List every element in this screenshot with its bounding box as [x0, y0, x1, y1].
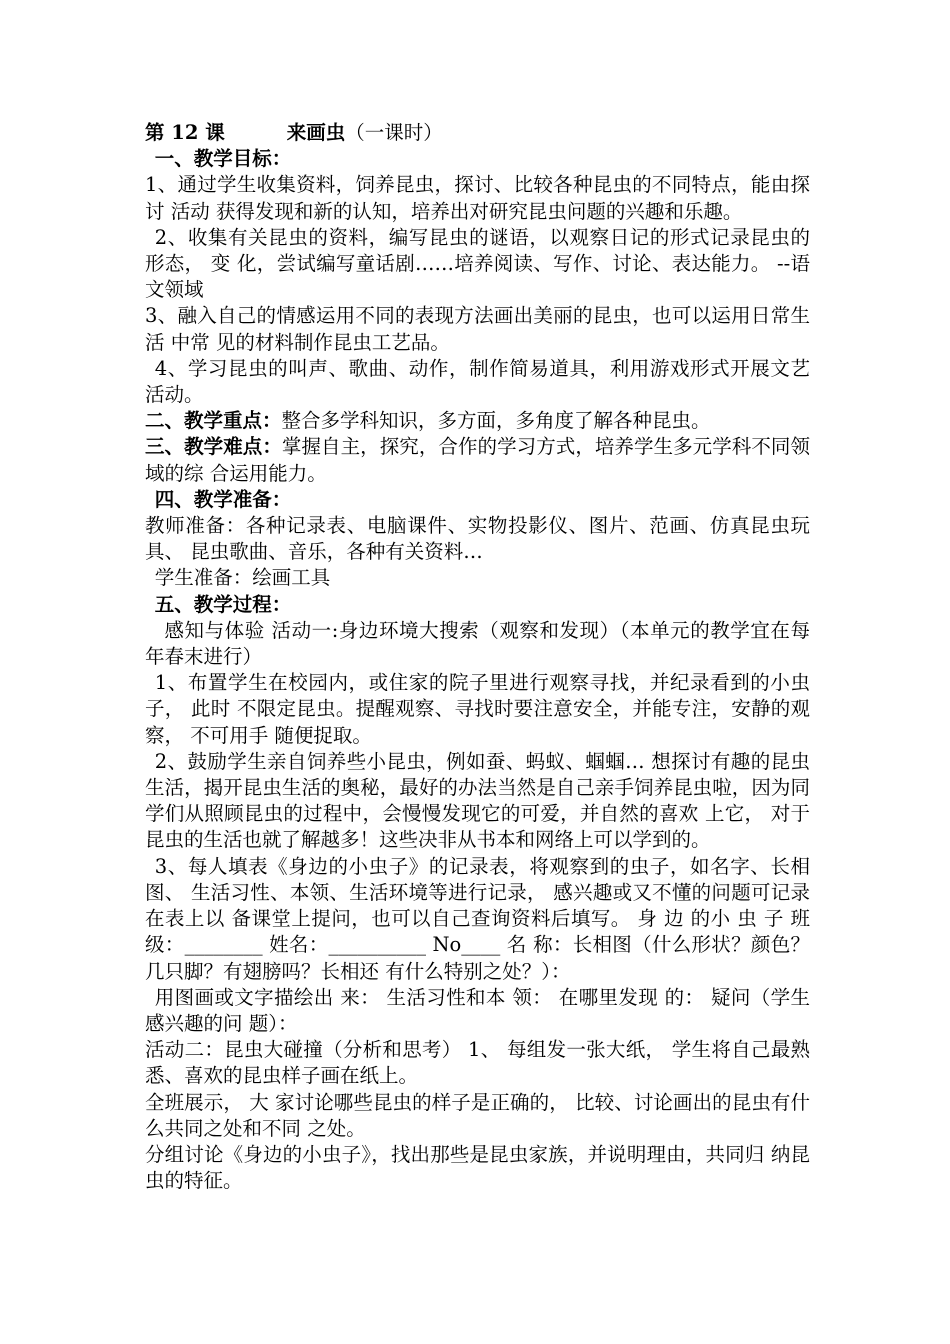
difficulty — [145, 434, 810, 486]
key-point — [145, 408, 810, 434]
key-point-text: 整合多学科知识，多方面，多角度了解各种昆虫。 — [281, 409, 711, 433]
lesson-number: 第 12 课 — [145, 121, 225, 144]
goal-item-4: 4、学习昆虫的叫声、歌曲、动作，制作简易道具，利用游戏形式开展文艺活动。 — [145, 356, 810, 407]
goal-item-2: 2、收集有关昆虫的资料，编写昆虫的谜语，以观察日记的形式记录昆虫的形态， 变 化，尝试编写童话剧……培养阅读、写作、讨论、表达能力。 --语文领域 — [145, 225, 810, 302]
goal-item-3: 3、融入自己的情感运用不同的表现方法画出美丽的昆虫，也可以运用日常生活 中常 见的材料制作昆虫工艺品。 — [145, 304, 810, 354]
lesson-title — [145, 120, 810, 146]
difficulty-text: 掌握自主，探究，合作的学习方式，培养学生多元学科不同领域的综 合运用能力。 — [145, 435, 810, 485]
process-paragraph: 全班展示， 大 家讨论哪些昆虫的样子是正确的， 比较、讨论画出的昆虫有什么共同之处和不同 之处。 — [145, 1090, 810, 1140]
goal-item-1: 1、通过学生收集资料，饲养昆虫，探讨、比较各种昆虫的不同特点，能由探讨 活动 获得发现和新的认知，培养出对研究昆虫问题的兴趣和乐趣。 — [145, 173, 810, 223]
process-paragraph: 1、布置学生在校园内，或住家的院子里进行观察寻找，并纪录看到的小虫子， 此时 不限定昆虫。提醒观察、寻找时要注意安全，并能专注，安静的观察， 不可用手 随便捉取。 — [145, 671, 810, 747]
process-paragraph: 3、每人填表《身边的小虫子》的记录表，将观察到的虫子，如名字、长相图、 生活习性、本领、生活环境等进行记录， 感兴趣或又不懂的问题可记录在表上以 备课堂上提问，也可以自己查询资料后填写。 身 边 的小 虫 子 班级：________ 姓名：__________ No____ 名 称：长相图（什么形状？颜色？几只脚？有翅膀吗？长相还 有什么特别之处？）： — [145, 854, 810, 983]
process-paragraph: 2、鼓励学生亲自饲养些小昆虫，例如蚕、蚂蚁、蝈蝈… 想探讨有趣的昆虫生活，揭开昆虫生活的奥秘，最好的办法当然是自己亲手饲养昆虫啦，因为同学们从照顾昆虫的过程中，会慢慢发现它的可爱，并自然的喜欢 上它， 对于昆虫的生活也就了解越多！这些决非从书本和网络上可以学到的。 — [145, 749, 810, 852]
process-heading: 五、教学过程： — [154, 592, 292, 616]
process-paragraph: 活动二：昆虫大碰撞（分析和思考） 1、 每组发一张大纸， 学生将自己最熟悉、喜欢的昆虫样子画在纸上。 — [145, 1038, 810, 1088]
lesson-plan-document — [145, 120, 810, 1194]
student-preparation: 学生准备：绘画工具 — [154, 566, 331, 590]
lesson-period: （一课时） — [345, 121, 443, 144]
lesson-name: 来画虫 — [286, 121, 346, 144]
process-paragraph: 感知与体验 活动一:身边环境大搜索（观察和发现）（本单元的教学宜在每年春末进行） — [145, 618, 810, 669]
process-paragraph: 用图画或文字描绘出 来： 生活习性和本 领： 在哪里发现 的： 疑问（学生感兴趣的问 题）： — [145, 985, 810, 1035]
difficulty-heading: 三、教学难点： — [145, 435, 282, 459]
process-paragraph: 分组讨论《身边的小虫子》，找出那些是昆虫家族，并说明理由，共同归 纳昆虫的特征。 — [145, 1142, 810, 1193]
goals-heading: 一、教学目标： — [154, 147, 292, 171]
teacher-preparation: 教师准备：各种记录表、电脑课件、实物投影仪、图片、范画、仿真昆虫玩具、 昆虫歌曲、音乐，各种有关资料… — [145, 514, 810, 564]
preparation-heading: 四、教学准备： — [154, 487, 292, 511]
key-point-heading: 二、教学重点： — [145, 409, 282, 433]
